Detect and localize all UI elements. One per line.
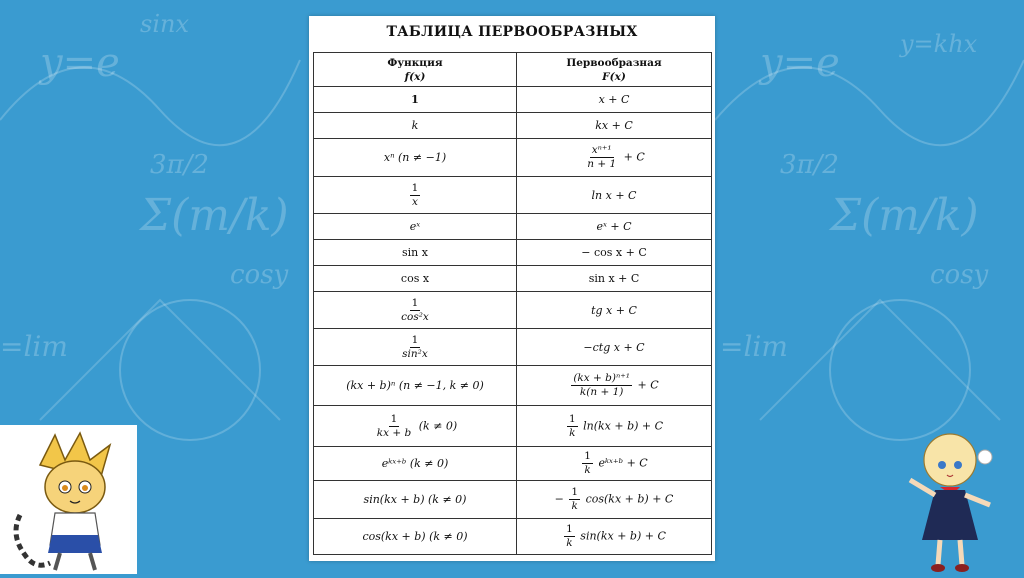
header-antiderivative bbox=[517, 53, 712, 87]
doodle-formula: y=e bbox=[40, 40, 120, 86]
function-cell bbox=[314, 177, 517, 214]
antiderivative-value: sin x + C bbox=[588, 272, 640, 285]
fraction-denominator: x bbox=[412, 195, 418, 208]
antiderivative-cell bbox=[517, 240, 712, 266]
header-function-symbol: f(x) bbox=[404, 70, 426, 83]
fraction-denominator: k bbox=[571, 500, 578, 512]
fraction-numerator: 1 bbox=[390, 412, 398, 425]
antiderivative-value: x + C bbox=[598, 93, 630, 106]
function-cell bbox=[314, 329, 517, 366]
table-row bbox=[314, 406, 712, 447]
fraction-denominator: cos²x bbox=[401, 310, 429, 323]
antiderivative-tail: cos(kx + b) + C bbox=[585, 492, 674, 506]
doodle-formula: cosy bbox=[230, 260, 289, 290]
antiderivative-value: −ctg x + C bbox=[583, 340, 645, 354]
antiderivative-cell bbox=[517, 329, 712, 366]
function-cell bbox=[314, 214, 517, 240]
cat-character-illustration bbox=[0, 425, 137, 574]
doodle-formula: Σ(m/k) bbox=[140, 190, 289, 241]
doodle-formula: sinx bbox=[140, 10, 189, 38]
header-function bbox=[314, 53, 517, 87]
function-cell bbox=[314, 519, 517, 555]
antiderivative-value: ln x + C bbox=[591, 188, 637, 202]
fraction bbox=[582, 450, 593, 477]
table-row bbox=[314, 139, 712, 177]
fraction-denominator: k bbox=[584, 464, 591, 476]
function-value: k bbox=[411, 119, 419, 132]
function-cell bbox=[314, 406, 517, 447]
fraction-numerator: 1 bbox=[568, 412, 576, 425]
antiderivative-tail: sin(kx + b) + C bbox=[580, 529, 666, 543]
page-title: ТАБЛИЦА ПЕРВООБРАЗНЫХ bbox=[386, 24, 638, 40]
function-cell bbox=[314, 139, 517, 177]
function-value: eᵏˣ⁺ᵇ (k ≠ 0) bbox=[381, 457, 449, 470]
fraction bbox=[375, 413, 413, 440]
function-cell bbox=[314, 87, 517, 113]
fraction-numerator: xⁿ⁺¹ bbox=[591, 144, 612, 156]
fraction bbox=[410, 182, 421, 209]
table-row bbox=[314, 214, 712, 240]
doodle-formula: =lim bbox=[0, 330, 68, 363]
function-cell bbox=[314, 240, 517, 266]
table-row bbox=[314, 366, 712, 406]
antiderivative-cell bbox=[517, 519, 712, 555]
fraction bbox=[400, 334, 430, 361]
antiderivative-value: kx + C bbox=[595, 119, 633, 132]
function-value: sin(kx + b) (k ≠ 0) bbox=[363, 493, 467, 506]
fraction-denominator: n + 1 bbox=[587, 158, 617, 170]
table-row bbox=[314, 266, 712, 292]
fraction-numerator: 1 bbox=[584, 450, 591, 462]
header-function-label: Функция bbox=[387, 56, 443, 69]
function-cell bbox=[314, 292, 517, 329]
antiderivative-cell bbox=[517, 266, 712, 292]
table-header-row bbox=[314, 53, 712, 87]
header-antiderivative-symbol: F(x) bbox=[602, 70, 626, 83]
function-value: cos(kx + b) (k ≠ 0) bbox=[362, 530, 468, 543]
function-cell bbox=[314, 266, 517, 292]
table-row bbox=[314, 519, 712, 555]
function-value: 1 bbox=[411, 93, 419, 106]
doodle-formula: y=khx bbox=[900, 30, 978, 58]
fraction-denominator: k bbox=[569, 426, 576, 439]
table-row bbox=[314, 447, 712, 481]
antiderivative-cell bbox=[517, 113, 712, 139]
table-row bbox=[314, 113, 712, 139]
fraction-numerator: 1 bbox=[411, 333, 419, 346]
fraction bbox=[399, 297, 431, 324]
doodle-formula: 3π/2 bbox=[150, 150, 209, 180]
fraction-numerator: 1 bbox=[411, 296, 419, 309]
fraction bbox=[564, 523, 575, 550]
antiderivative-tail: eᵏˣ⁺ᵇ + C bbox=[598, 456, 648, 470]
antiderivative-cell bbox=[517, 406, 712, 447]
table-row bbox=[314, 481, 712, 519]
antiderivative-table bbox=[313, 52, 712, 555]
function-cell bbox=[314, 447, 517, 481]
antiderivative-sheet bbox=[309, 16, 715, 561]
function-value: sin x bbox=[402, 246, 428, 259]
function-condition: (k ≠ 0) bbox=[418, 419, 458, 432]
table-row bbox=[314, 292, 712, 329]
fraction-denominator: sin²x bbox=[402, 347, 428, 360]
fraction-numerator: (kx + b)ⁿ⁺¹ bbox=[573, 372, 631, 384]
function-value: (kx + b)ⁿ (n ≠ −1, k ≠ 0) bbox=[346, 379, 484, 392]
function-cell bbox=[314, 113, 517, 139]
antiderivative-cell bbox=[517, 292, 712, 329]
antiderivative-value: tg x + C bbox=[591, 303, 637, 317]
fraction-denominator: k bbox=[566, 537, 573, 549]
girl-character-illustration bbox=[900, 425, 1010, 574]
table-row bbox=[314, 240, 712, 266]
doodle-formula: Σ(m/k) bbox=[830, 190, 979, 241]
function-value: eˣ bbox=[409, 220, 421, 233]
fraction-denominator: kx + b bbox=[376, 426, 412, 439]
antiderivative-cell bbox=[517, 139, 712, 177]
header-antiderivative-label: Первообразная bbox=[566, 56, 662, 69]
fraction-numerator: 1 bbox=[411, 181, 419, 194]
function-cell bbox=[314, 366, 517, 406]
fraction-numerator: 1 bbox=[571, 486, 579, 498]
fraction bbox=[567, 413, 578, 440]
fraction bbox=[571, 372, 632, 399]
fraction-denominator: k(n + 1) bbox=[579, 386, 624, 398]
antiderivative-value: eˣ + C bbox=[596, 220, 632, 233]
antiderivative-cell bbox=[517, 481, 712, 519]
table-row bbox=[314, 177, 712, 214]
antiderivative-cell bbox=[517, 177, 712, 214]
antiderivative-tail: ln(kx + b) + C bbox=[583, 419, 664, 432]
doodle-formula: =lim bbox=[720, 330, 788, 363]
doodle-formula: y=e bbox=[760, 40, 840, 86]
table-row bbox=[314, 329, 712, 366]
antiderivative-cell bbox=[517, 366, 712, 406]
fraction bbox=[585, 144, 618, 171]
girl-character-drawing bbox=[900, 425, 1010, 574]
fraction bbox=[569, 486, 580, 513]
antiderivative-sign: − bbox=[554, 492, 564, 506]
antiderivative-value: − cos x + C bbox=[581, 246, 647, 259]
function-cell bbox=[314, 481, 517, 519]
doodle-formula: cosy bbox=[930, 260, 989, 290]
function-value: xⁿ (n ≠ −1) bbox=[383, 151, 447, 164]
function-value: cos x bbox=[400, 272, 430, 285]
antiderivative-cell bbox=[517, 87, 712, 113]
cat-character-drawing bbox=[0, 425, 137, 574]
fraction-numerator: 1 bbox=[566, 523, 573, 535]
table-row bbox=[314, 87, 712, 113]
antiderivative-cell bbox=[517, 447, 712, 481]
doodle-formula: 3π/2 bbox=[780, 150, 839, 180]
antiderivative-tail: + C bbox=[623, 150, 645, 164]
antiderivative-tail: + C bbox=[637, 378, 659, 392]
antiderivative-cell bbox=[517, 214, 712, 240]
